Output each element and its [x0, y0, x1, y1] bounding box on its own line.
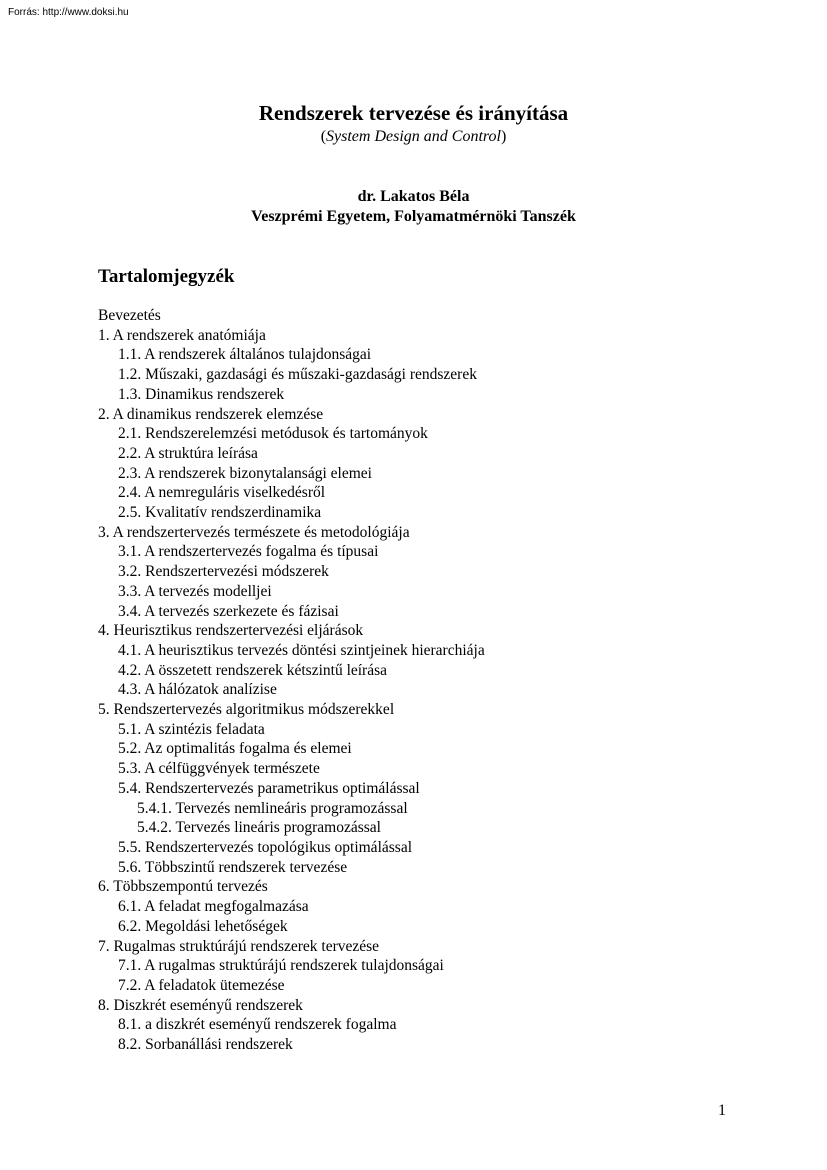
toc-entry: 5.5. Rendszertervezés topológikus optimálással: [118, 838, 413, 856]
toc-entry: 8.1. a diszkrét eseményű rendszerek fogalma: [118, 1016, 397, 1034]
toc-entry: 2.3. A rendszerek bizonytalansági elemei: [118, 464, 372, 482]
toc-entry: 1.2. Műszaki, gazdasági és műszaki-gazdasági rendszerek: [118, 366, 477, 384]
toc-entry: 5.1. A szintézis feladata: [118, 720, 265, 738]
toc-entry: 4.1. A heurisztikus tervezés döntési szintjeinek hierarchiája: [118, 641, 485, 659]
toc-entry: 3.4. A tervezés szerkezete és fázisai: [118, 602, 339, 620]
author-affiliation: Veszprémi Egyetem, Folyamatmérnöki Tanszék: [251, 208, 576, 225]
toc-entry: Bevezetés: [98, 307, 161, 324]
toc-entry: 8.2. Sorbanállási rendszerek: [118, 1036, 293, 1054]
toc-entry: 6.2. Megoldási lehetőségek: [118, 917, 288, 935]
toc-entry: 2.4. A nemreguláris viselkedésről: [118, 484, 326, 502]
document-subtitle: [0, 127, 827, 147]
subtitle-open-paren: (: [320, 128, 327, 145]
toc-entry: 5.2. Az optimalitás fogalma és elemei: [118, 740, 352, 758]
source-url: Forrás: http://www.doksi.hu: [8, 7, 129, 18]
subtitle-close-paren: ): [500, 128, 507, 145]
toc-entry: 5.6. Többszintű rendszerek tervezése: [118, 858, 348, 876]
subtitle-text: System Design and Control: [326, 128, 501, 145]
toc-entry: 2.5. Kvalitatív rendszerdinamika: [118, 504, 322, 522]
toc-entry: 3.2. Rendszertervezési módszerek: [118, 563, 329, 581]
toc-entry: 4. Heurisztikus rendszertervezési eljárások: [98, 622, 364, 640]
toc-entry: 7.1. A rugalmas struktúrájú rendszerek tulajdonságai: [118, 957, 444, 975]
toc-entry: 1. A rendszerek anatómiája: [98, 326, 266, 344]
toc-entry: 5. Rendszertervezés algoritmikus módszerekkel: [98, 701, 395, 719]
toc-entry: 3.1. A rendszertervezés fogalma és típusai: [118, 543, 379, 561]
toc-entry: 2. A dinamikus rendszerek elemzése: [98, 405, 324, 423]
toc-entry: 2.2. A struktúra leírása: [118, 444, 258, 462]
document-title: Rendszerek tervezése és irányítása: [258, 101, 569, 125]
toc-entry: 1.1. A rendszerek általános tulajdonságai: [118, 346, 372, 364]
toc-entry: 4.3. A hálózatok analízise: [118, 681, 277, 699]
toc-entry: 8. Diszkrét eseményű rendszerek: [98, 996, 303, 1014]
toc-entry: 6. Többszempontú tervezés: [98, 878, 268, 896]
toc-entry: 2.1. Rendszerelemzési metódusok és tartományok: [118, 425, 428, 443]
toc-entry: 4.2. A összetett rendszerek kétszintű leírása: [118, 661, 388, 679]
toc-entry: 5.4.1. Tervezés nemlineáris programozással: [137, 799, 408, 817]
toc-entry: 7. Rugalmas struktúrájú rendszerek tervezése: [98, 937, 380, 955]
toc-entry: 6.1. A feladat megfogalmazása: [118, 898, 309, 916]
toc-entry: 1.3. Dinamikus rendszerek: [118, 385, 285, 403]
toc-entry: 7.2. A feladatok ütemezése: [118, 976, 285, 994]
toc-entry: 5.3. A célfüggvények természete: [118, 760, 320, 778]
table-of-contents: [98, 306, 738, 1055]
page-number: 1: [718, 1102, 726, 1119]
toc-entry: 5.4. Rendszertervezés parametrikus optimálással: [118, 779, 420, 797]
toc-entry: 3. A rendszertervezés természete és metodológiája: [98, 523, 410, 541]
toc-entry: 5.4.2. Tervezés lineáris programozással: [137, 819, 381, 837]
toc-heading: Tartalomjegyzék: [98, 266, 235, 287]
toc-entry: 3.3. A tervezés modelljei: [118, 582, 272, 600]
author-name: dr. Lakatos Béla: [357, 188, 470, 205]
